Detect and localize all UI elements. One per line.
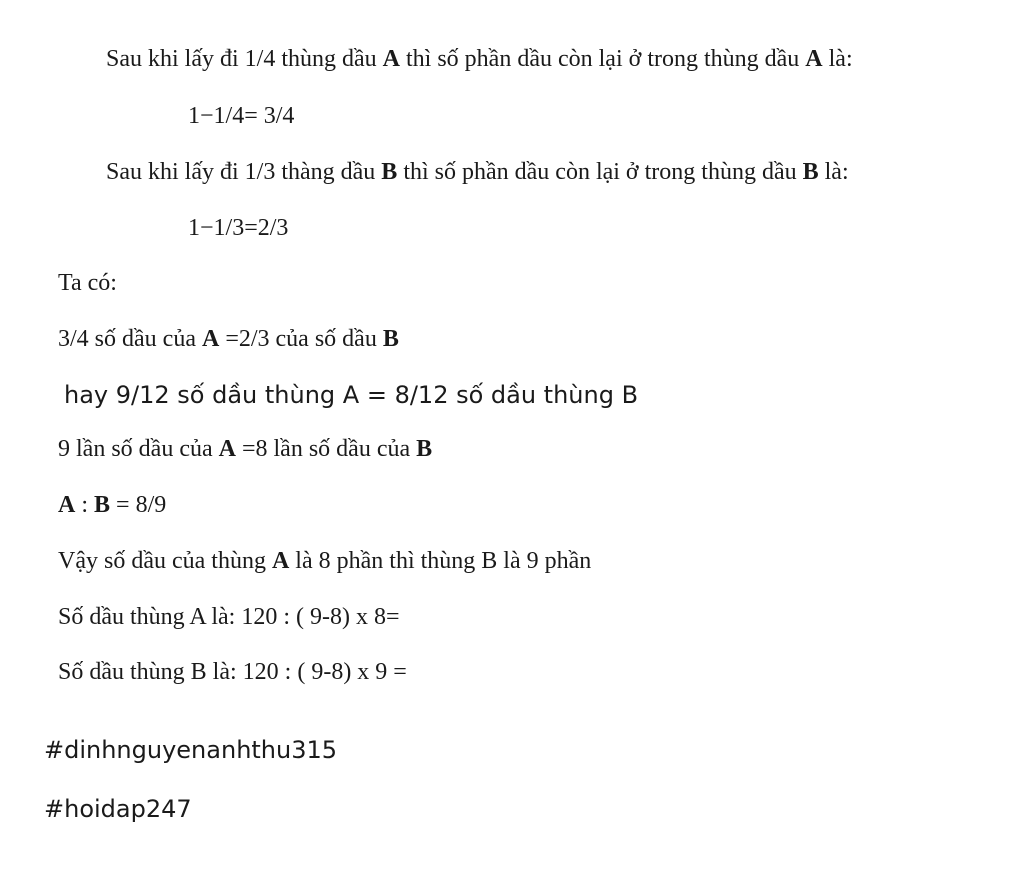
calc-a-line: 1−1/4= 3/4 [188,103,295,129]
intro-b-text-1: Sau khi lấy đi 1/3 thàng dầu [106,159,382,185]
ab-ratio-line [58,490,166,520]
ab-text-2: = 8/9 [110,492,167,518]
vay-bold-1: A [271,548,290,574]
intro-a-text-1: Sau khi lấy đi 1/4 thùng dầu [106,46,383,72]
result-b-line: Số dầu thùng B là: 120 : ( 9-8) x 9 = [58,659,407,685]
times-bold-2: B [416,436,433,462]
intro-a-text-2: thì số phần dầu còn lại ở trong thùng dầu [400,46,806,72]
ratio-line [58,324,399,354]
intro-b-text-3: là: [818,159,849,185]
times-text-2: =8 lần số dầu của [235,436,417,462]
hashtag-site[interactable]: #hoidap247 [44,795,192,823]
vay-line [58,546,591,576]
ratio-bold-1: A [201,326,220,352]
intro-b-line [106,157,849,187]
hashtag-author[interactable]: #dinhnguyenanhthu315 [44,736,338,764]
intro-a-bold-2: A [805,46,823,72]
times-bold-1: A [218,436,236,462]
intro-b-text-2: thì số phần dầu còn lại ở trong thùng dầu [397,159,803,185]
intro-a-line [106,44,853,74]
ratio-bold-2: B [382,326,399,352]
ratio-text-2: =2/3 của số dầu [219,326,383,352]
intro-b-bold-1: B [381,159,398,185]
intro-a-bold-1: A [382,46,400,72]
times-text-1: 9 lần số dầu của [58,436,219,462]
ab-text-1: : [75,492,95,518]
ta-co-line: Ta có: [58,270,117,296]
result-a-line: Số dầu thùng A là: 120 : ( 9-8) x 8= [58,604,400,630]
vay-text-2: là 8 phần thì thùng B là 9 phần [289,548,592,574]
times-line [58,434,432,464]
intro-a-text-3: là: [822,46,853,72]
calc-b-line: 1−1/3=2/3 [188,215,289,241]
intro-b-bold-2: B [802,159,819,185]
ratio-text-1: 3/4 số dầu của [58,326,202,352]
vay-text-1: Vậy số dầu của thùng [58,548,272,574]
ab-bold-2: B [94,492,111,518]
ab-bold-1: A [58,492,76,518]
hay-line: hay 9/12 số dầu thùng A = 8/12 số dầu thùng B [64,381,639,409]
